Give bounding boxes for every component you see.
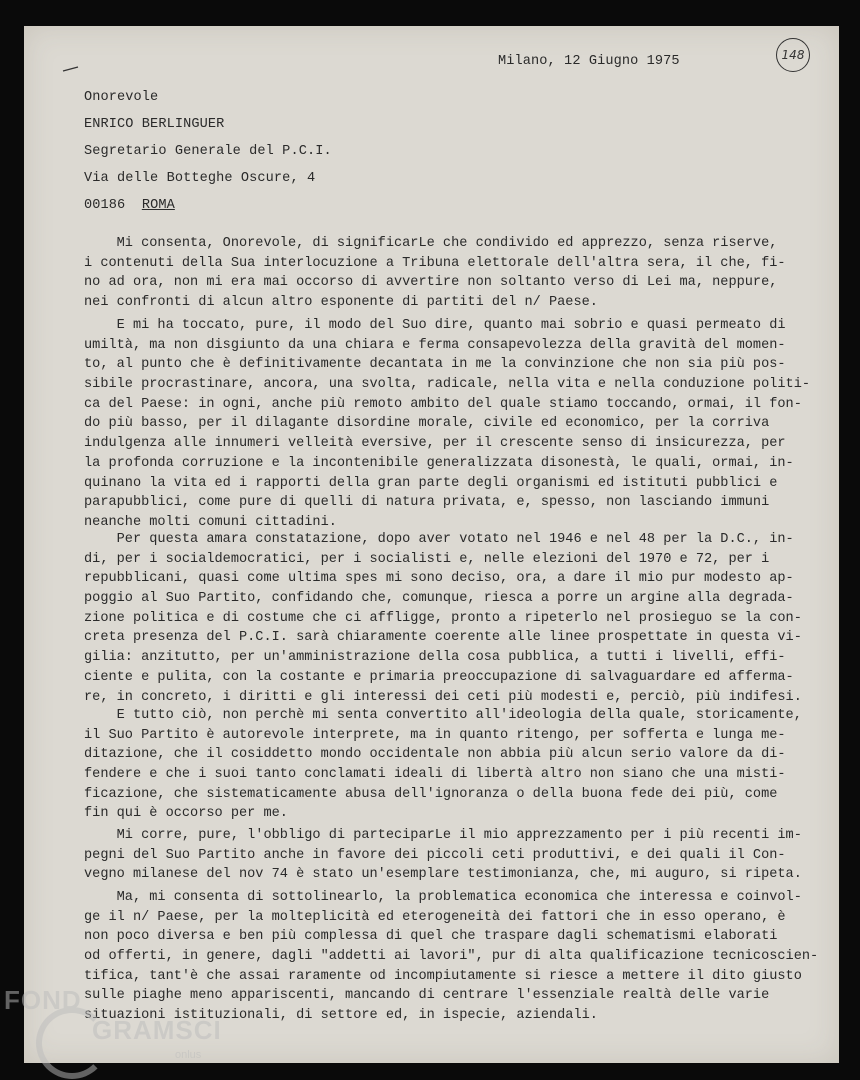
text-line: neanche molti comuni cittadini. [84,514,337,530]
pen-mark-icon [62,66,80,72]
recipient-street: Via delle Botteghe Oscure, 4 [84,171,316,186]
recipient-name: ENRICO BERLINGUER [84,117,225,132]
text-line: poggio al Suo Partito, confidando che, comunque, riesca a porre un argine alla degrada- [84,591,794,607]
text-line: tifica, tant'è che assai raramente od incompiutamente si riesce a mettere il dito giusto [84,968,802,984]
text-line: zione politica e di costume che ci affligge, pronto a ripeterlo nel prosieguo se la con- [84,610,802,626]
text-line: ciente e pulita, con la costante e primaria preoccupazione di salvaguardare ed afferma- [84,669,794,685]
text-line: nei confronti di alcun altro esponente di partiti del n/ Paese. [84,295,598,311]
paragraph-2 [84,316,824,533]
text-line: re, in concreto, i diritti e gli interessi dei ceti più modesti e, perciò, più indifesi. [84,689,802,705]
text-line: creta presenza del P.C.I. sarà chiaramente coerente alle linee prospettate in questa vi- [84,630,802,646]
text-line: ge il n/ Paese, per la molteplicità ed eterogeneità dei fattori che in esso operano, è [84,909,786,925]
paragraph-5 [84,826,824,885]
watermark-line-2: GRAMSCI [92,1015,222,1045]
recipient-title: Segretario Generale del P.C.I. [84,144,332,159]
text-line: di, per i socialdemocratici, per i socialisti e, nelle elezioni del 1970 e 72, per i [84,551,770,567]
text-line: to, al punto che è definitivamente decantata in me la convinzione che non sia più pos- [84,357,786,373]
text-line: quinano la vita ed i rapporti della gran parte degli organismi ed istituti pubblici e [84,475,778,491]
text-line: ca del Paese: in ogni, anche più remoto ambito del quale stiamo toccando, ormai, il fon- [84,396,802,412]
text-line: Per questa amara constatazione, dopo aver votato nel 1946 e nel 48 per la D.C., in- [84,532,794,547]
text-line: non poco diversa e ben più complessa di quel che traspare dagli schematismi elaborati [84,929,778,945]
paragraph-4 [84,706,824,824]
paragraph-6 [84,888,824,1026]
text-line: fin qui è occorso per me. [84,806,288,822]
text-line: od offerti, in genere, dagli "addetti ai lavori", pur di alta qualificazione tecnicoscien- [84,949,819,965]
letter-date: Milano, 12 Giugno 1975 [498,54,680,69]
paragraph-1 [84,234,824,313]
text-line: situazioni istituzionali, di settore ed, in ispecie, aziendali. [84,1008,598,1024]
salutation: Onorevole [84,90,159,105]
text-line: no ad ora, non mi era mai occorso di avvertire non soltanto verso di Lei ma, neppure, [84,275,778,291]
text-line: Mi corre, pure, l'obbligo di parteciparLe il mio apprezzamento per i più recenti im- [84,828,802,843]
text-line: gilia: anzitutto, per un'amministrazione della cosa pubblica, a tutti i livelli, effi- [84,650,786,666]
text-line: la profonda corruzione e la incontenibile generalizzata disonestà, le quali, ormai, in- [84,455,794,471]
text-line: E tutto ciò, non perchè mi senta convertito all'ideologia della quale, storicamente, [84,708,802,723]
text-line: ficazione, che sistematicamente abusa dell'ignoranza o della buona fede dei più, come [84,786,778,802]
text-line: indulgenza alle innumeri velleità eversive, per il crescente senso di insicurezza, per [84,436,786,452]
text-line: sibile procrastinare, ancora, una svolta, radicale, nella vita e nella conduzione politi- [84,377,811,393]
watermark-line-3: onlus [175,1049,202,1061]
postcode: 00186 [84,198,126,213]
text-line: E mi ha toccato, pure, il modo del Suo dire, quanto mai sobrio e quasi permeato di [84,318,786,333]
text-line: Mi consenta, Onorevole, di significarLe che condivido ed apprezzo, senza riserve, [84,236,778,251]
paragraph-3 [84,530,824,707]
recipient-city-line [84,198,175,213]
text-line: repubblicani, quasi come ultima spes mi sono deciso, ora, a dare il mio pur modesto ap- [84,571,794,587]
city: ROMA [141,198,175,213]
text-line: pegni del Suo Partito anche in favore dei piccoli ceti produttivi, e dei quali il Con- [84,847,786,863]
text-line: sulle piaghe meno appariscenti, mancando di centrare l'essenziale realtà delle varie [84,988,770,1004]
text-line: vegno milanese del nov 74 è stato un'esemplare testimonianza, che, mi auguro, si ripeta. [84,867,802,883]
letter-page [24,26,839,1063]
text-line: ditazione, che il cosiddetto mondo occidentale non abbia più alcun serio valore da di- [84,747,786,763]
text-line: i contenuti della Sua interlocuzione a Tribuna elettorale dell'altra sera, il che, fi- [84,255,786,271]
archive-number-stamp: 148 [776,38,810,72]
text-line: Ma, mi consenta di sottolinearlo, la problematica economica che interessa e coinvol- [84,890,802,905]
text-line: umiltà, ma non disgiunto da una chiara e ferma consapevolezza della gravità del momen- [84,337,786,353]
text-line: do più basso, per il dilagante disordine morale, civile ed economico, per la corriva [84,416,770,432]
watermark-line-1: FOND [4,985,82,1015]
text-line: fendere e che i suoi tanto conclamati ideali di libertà altro non siano che una misti- [84,767,786,783]
text-line: parapubblici, come pure di quelli di natura privata, e, spesso, non lasciando immuni [84,495,770,511]
text-line: il Suo Partito è autorevole interprete, ma in quanto ritengo, per sofferta e lunga me- [84,727,786,743]
